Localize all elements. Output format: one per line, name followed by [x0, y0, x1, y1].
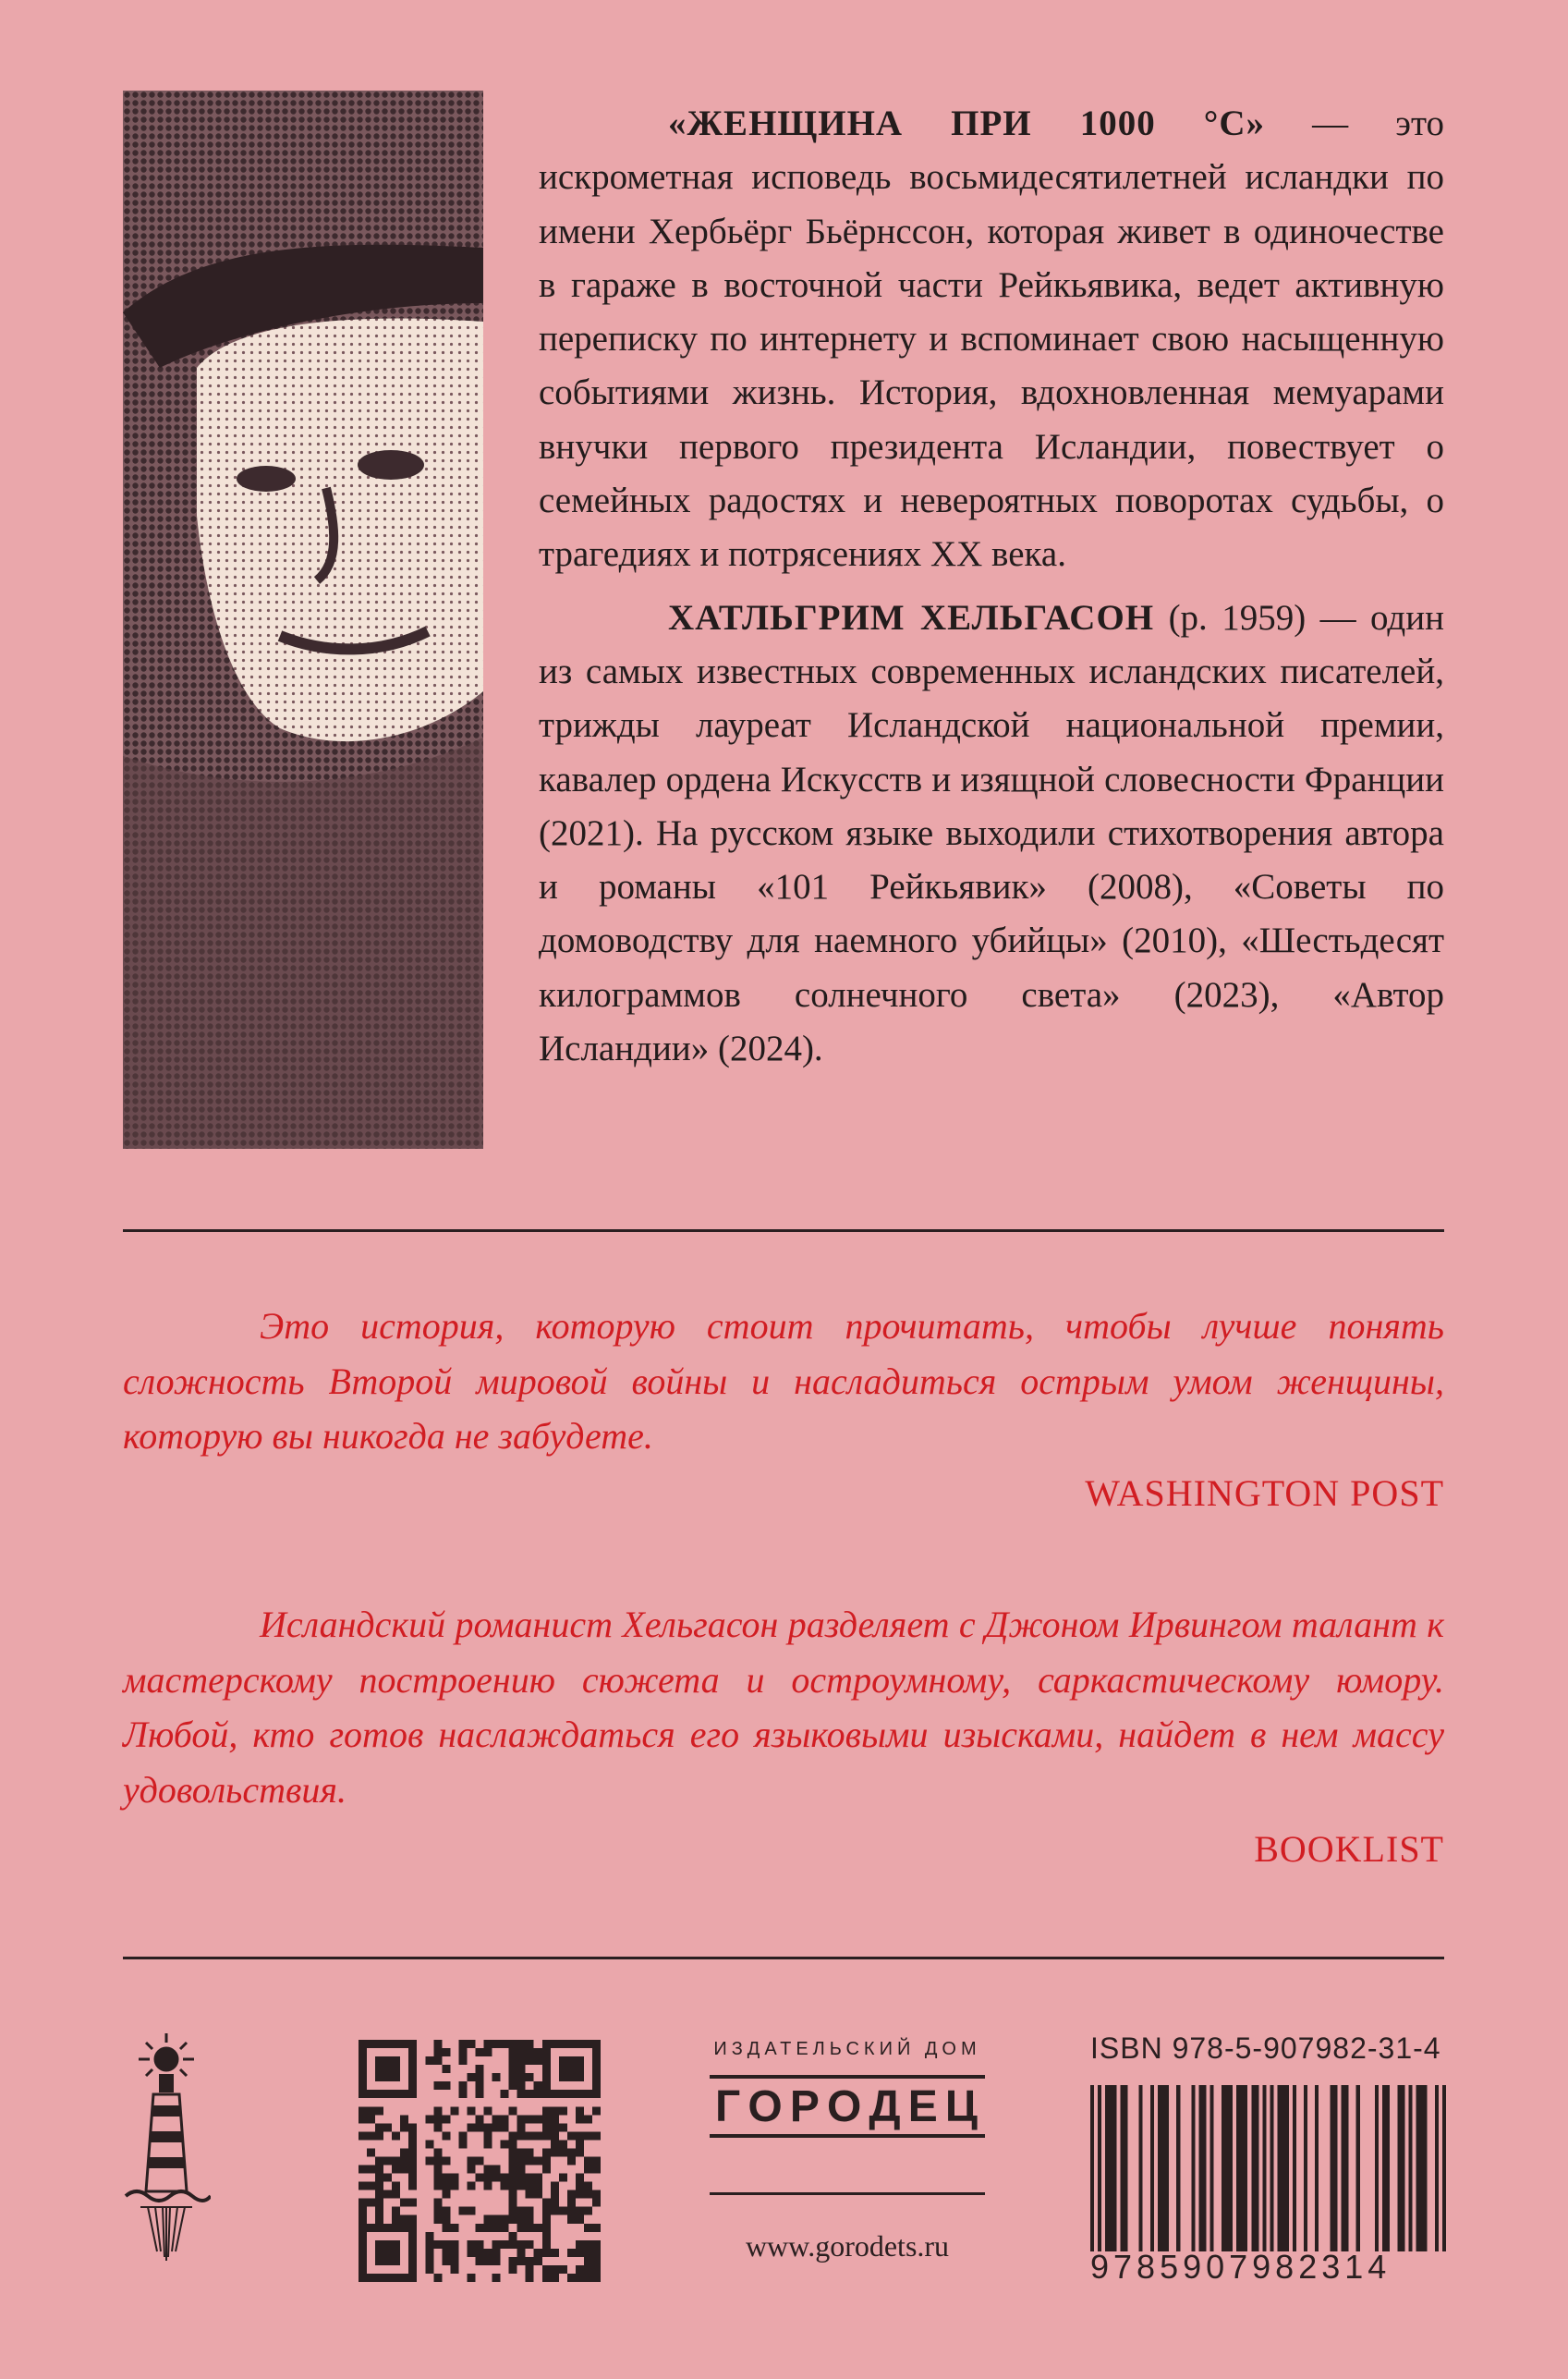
barcode: [1090, 2085, 1446, 2251]
publisher-letter: Д: [869, 2081, 903, 2131]
review-quote-1: Это история, которую стоит прочитать, чтобы лучше понять сложность Второй мировой войны и насладиться острым умом женщины, которую вы никогда не забудете.: [123, 1305, 1444, 1457]
publisher-logo: [710, 2039, 985, 2138]
publisher-divider: [710, 2192, 985, 2195]
author-portrait: [123, 91, 483, 1149]
publisher-letter: Г: [715, 2081, 743, 2131]
ean-number: 9785907982314: [1090, 2248, 1392, 2286]
book-description: [539, 97, 1444, 1076]
book-summary: [539, 97, 1444, 582]
publisher-name: [710, 2075, 985, 2138]
divider-bottom: [123, 1957, 1444, 1959]
publisher-letter: Ц: [944, 2081, 979, 2131]
publisher-label: ИЗДАТЕЛЬСКИЙ ДОМ: [713, 2039, 981, 2059]
review-source-2: BOOKLIST: [1254, 1828, 1444, 1870]
publisher-url: www.gorodets.ru: [745, 2229, 950, 2263]
publisher-letter: Р: [789, 2081, 821, 2131]
isbn-label: ISBN 978-5-907982-31-4: [1090, 2031, 1441, 2065]
review-source-1: WASHINGTON POST: [1085, 1472, 1444, 1514]
publisher-letter: О: [826, 2081, 864, 2131]
author-bio-text: (р. 1959) — один из самых известных современных исландских писателей, трижды лауреат Исландской национальной премии, кавалер ордена Искусств и изящной словесности Франции (2021). На русском языке выходили стихотворения автора и романы «101 Рейкьявик» (2008), «Советы по домоводству для наемного убийцы» (2010), «Шестьдесят килограммов солнечного света» (2023), «Автор Исландии» (2024).: [539, 597, 1445, 1069]
author-name: ХАТЛЬГРИМ ХЕЛЬГАСОН: [668, 597, 1155, 638]
lighthouse-icon: [122, 2030, 211, 2261]
review-quote-2: Исландский романист Хельгасон разделяет с Джоном Ирвингом талант к мастерскому построению сюжета и остроумному, саркастическому юмору. Любой, кто готов наслаждаться его языковыми изысками, найдет в нем массу удовольствия.: [123, 1604, 1444, 1811]
book-title: «ЖЕНЩИНА ПРИ 1000 °C»: [668, 104, 1266, 143]
book-summary-text: — это искрометная исповедь восьмидесятилетней исландки по имени Хербьёрг Бьёрнссон, которая живет в одиночестве в гараже в восточной части Рейкьявика, ведет активную переписку по интернету и вспоминает свою насыщенную событиями жизнь. История, вдохновленная мемуарами внучки первого президента Исландии, повествует о семейных радостях и невероятных поворотах судьбы, о трагедиях и потрясениях XX века.: [539, 104, 1444, 575]
qr-code: [359, 2040, 601, 2282]
publisher-letter: Е: [907, 2081, 940, 2131]
divider-top: [123, 1229, 1444, 1232]
publisher-letter: О: [748, 2081, 784, 2131]
author-bio: [539, 592, 1444, 1077]
